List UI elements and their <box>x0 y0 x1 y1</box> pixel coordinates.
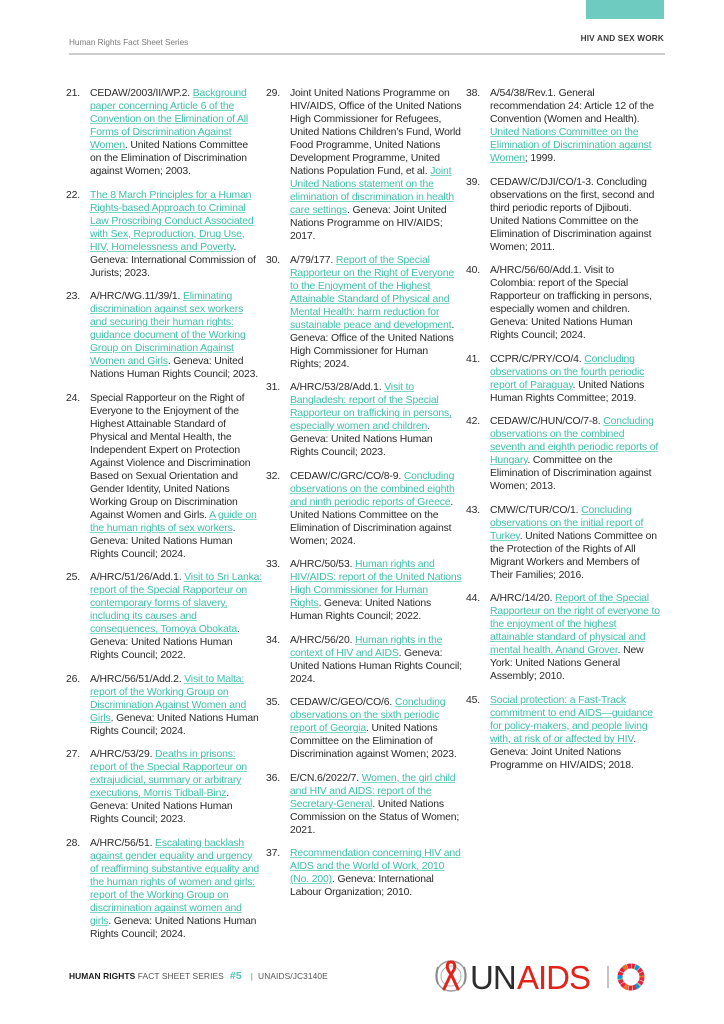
reference-citation-text: . Geneva: United Nations Human Rights Council; 2024. <box>290 647 462 685</box>
reference-citation-text: Joint United Nations Programme on HIV/AIDS, Office of the United Nations High Commissioner for Refugees, United Nations Children’s Fund, World Food Programme, United Nations Development Programme, United Nations Population Fund, et al. <box>290 88 462 177</box>
reference-citation-text: . United Nations Committee on the Protection of the Rights of All Migrant Workers and Members of Their Families; 2016. <box>490 530 657 581</box>
reference-number: 35. <box>266 697 280 708</box>
reference-citation-text: A/HRC/56/51. <box>90 837 156 849</box>
reference-number: 43. <box>466 504 480 516</box>
reference-link[interactable]: Concluding observations on the combined eighth and ninth periodic reports of Greece <box>290 470 455 508</box>
reference-text <box>290 847 462 899</box>
reference-text <box>290 87 462 243</box>
reference-item <box>266 558 462 623</box>
references-column-3 <box>466 87 662 782</box>
reference-citation-text: . United Nations Committee on the Elimination of Discrimination against Women; 2003. <box>90 140 249 177</box>
reference-link[interactable]: Concluding observations on the combined seventh and eighth periodic reports of Hungary <box>490 416 659 466</box>
reference-link[interactable]: The 8 March Principles for a Human Rights-based Approach to Criminal Law Proscribing Conduct Associated with Sex, Reproduction, Drug Use, HIV, Homelessness and Poverty <box>90 189 254 253</box>
reference-text <box>90 673 262 738</box>
reference-number: 21. <box>66 88 80 99</box>
reference-link[interactable]: Deaths in prisons: report of the Special Rapporteur on extrajudicial, summary or arbitrary executions, Morris Tidball-Binz <box>90 749 248 799</box>
reference-number: 44. <box>466 593 480 604</box>
reference-text <box>290 696 462 761</box>
reference-link[interactable]: Background paper concerning Article 6 of the Convention on the Elimination of All Forms of Discrimination Against Women <box>90 88 249 151</box>
reference-number: 30. <box>266 254 280 266</box>
reference-item <box>266 634 462 686</box>
reference-number: 33. <box>266 559 280 570</box>
reference-citation-text: . United Nations Human Rights Committee; 2019. <box>490 379 645 404</box>
reference-number: 22. <box>66 189 80 201</box>
reference-link[interactable]: Report of the Special Rapporteur on the right of everyone to the enjoyment of the highest attainable standard of physical and mental health, Anand Grover <box>490 593 660 656</box>
reference-citation-text: CCPR/C/PRY/CO/4. <box>490 353 585 365</box>
reference-citation-text: CEDAW/C/GEO/CO/6. <box>290 697 395 708</box>
reference-text <box>490 694 662 772</box>
reference-citation-text: A/54/38/Rev.1. General recommendation 24: Article 12 of the Convention (Women and Health). <box>490 88 654 125</box>
reference-number: 24. <box>66 392 80 404</box>
reference-number: 41. <box>466 353 480 365</box>
footer-separator: | <box>250 971 254 981</box>
reference-item <box>66 290 262 381</box>
reference-link[interactable]: Recommendation concerning HIV and AIDS and the World of Work, 2010 (No. 200) <box>290 848 461 885</box>
reference-text <box>490 592 662 683</box>
reference-text <box>90 571 262 662</box>
section-color-tab <box>586 0 664 19</box>
reference-citation-text: A/HRC/56/20. <box>290 634 356 646</box>
reference-citation-text: . Geneva: Joint United Nations Programme on HIV/AIDS; 2018. <box>490 733 636 771</box>
reference-item <box>466 87 662 165</box>
reference-citation-text: A/HRC/56/60/Add.1. Visit to Colombia: report of the Special Rapporteur on trafficking in persons, especially women and children. Geneva: United Nations Human Rights Council; 2024. <box>490 265 652 341</box>
reference-citation-text: . Geneva: International Commission of Jurists; 2023. <box>90 241 256 279</box>
reference-item <box>66 673 262 738</box>
reference-number: 31. <box>266 382 280 393</box>
reference-link[interactable]: Women, the girl child and HIV and AIDS: report of the Secretary-General <box>290 772 456 810</box>
reference-item <box>266 847 462 899</box>
reference-text <box>490 264 662 342</box>
reference-text <box>490 176 662 254</box>
reference-citation-text: . United Nations Committee on the Elimination of Discrimination against Women; 2024. <box>290 496 454 547</box>
reference-citation-text: CEDAW/2003/II/WP.2. <box>90 88 193 99</box>
reference-number: 25. <box>66 572 80 583</box>
reference-link[interactable]: A guide on the human rights of sex workers <box>90 509 257 534</box>
reference-link[interactable]: Concluding observations on the initial report of Turkey <box>490 504 644 542</box>
reference-text <box>290 558 462 623</box>
topic-title: HIV AND SEX WORK <box>580 34 664 43</box>
reference-link[interactable]: Joint United Nations statement on the elimination of discrimination in health care settings <box>290 166 454 216</box>
reference-text <box>290 772 462 837</box>
footer-document-code: UNAIDS/JC3140E <box>258 971 328 981</box>
reference-citation-text: . Geneva: International Labour Organization; 2010. <box>290 874 434 898</box>
reference-item <box>266 87 462 243</box>
footer-series-bold: HUMAN RIGHTS <box>69 971 136 981</box>
reference-citation-text: A/HRC/53/28/Add.1. <box>290 382 385 393</box>
reference-number: 39. <box>466 176 480 188</box>
reference-link[interactable]: United Nations Committee on the Elimination of Discrimination against Women <box>490 127 652 164</box>
reference-number: 37. <box>266 848 280 859</box>
reference-text <box>290 634 462 686</box>
reference-number: 40. <box>466 265 480 276</box>
reference-item <box>66 571 262 662</box>
reference-item <box>266 470 462 548</box>
reference-number: 45. <box>466 694 480 706</box>
reference-link[interactable]: Social protection: a Fast-Track commitment to end AIDS—guidance for policy-makers, and people living with, at risk of or affected by HIV <box>490 694 653 745</box>
reference-text <box>90 290 262 381</box>
reference-citation-text: . Geneva: United Nations Human Rights Council; 2024. <box>90 712 259 737</box>
reference-link[interactable]: Concluding observations on the fourth periodic report of Paraguay <box>490 353 645 391</box>
reference-citation-text: A/79/177. <box>290 254 336 266</box>
reference-citation-text: CEDAW/C/HUN/CO/7-8. <box>490 416 604 427</box>
header-divider <box>69 53 665 55</box>
reference-text <box>90 748 262 826</box>
reference-citation-text: . Geneva: United Nations Human Rights Council; 2024. <box>90 915 257 940</box>
reference-number: 27. <box>66 749 80 760</box>
reference-citation-text: A/HRC/53/29. <box>90 749 156 760</box>
footer-issue-number: #5 <box>229 970 242 982</box>
reference-item <box>466 353 662 405</box>
reference-text <box>490 87 662 165</box>
reference-citation-text: . Geneva: Joint United Nations Programme on HIV/AIDS; 2017. <box>290 205 447 242</box>
reference-number: 36. <box>266 772 280 784</box>
reference-item <box>266 381 462 459</box>
reference-citation-text: CEDAW/C/DJI/CO/1-3. Concluding observations on the first, second and third periodic reports of Djibouti. United Nations Committee on the Elimination of Discrimination against Women; 2011. <box>490 176 655 253</box>
reference-number: 26. <box>66 673 80 685</box>
series-title: Human Rights Fact Sheet Series <box>69 38 189 47</box>
reference-item <box>66 748 262 826</box>
reference-text <box>90 392 262 561</box>
reference-citation-text: CEDAW/C/GRC/CO/8-9. <box>290 470 404 482</box>
reference-item <box>466 592 662 683</box>
reference-number: 42. <box>466 416 480 427</box>
reference-link[interactable]: Visit to Sri Lanka: report of the Special Rapporteur on contemporary forms of slavery, including its causes and consequences, Tomoya Obokata <box>90 572 263 635</box>
unaids-logo <box>432 956 662 996</box>
reference-citation-text: . Geneva: Office of the United Nations High Commissioner for Human Rights; 2024. <box>290 319 455 370</box>
reference-item <box>66 87 262 178</box>
reference-citation-text: . New York: United Nations General Assembly; 2010. <box>490 645 644 682</box>
reference-item <box>466 694 662 772</box>
reference-item <box>466 415 662 493</box>
reference-item <box>66 189 262 280</box>
reference-text <box>90 837 262 941</box>
reference-item <box>466 176 662 254</box>
reference-text <box>490 415 662 493</box>
reference-item <box>266 772 462 837</box>
reference-link[interactable]: Visit to Bangladesh: report of the Special Rapporteur on trafficking in persons, especially women and children <box>290 382 452 432</box>
reference-number: 29. <box>266 88 280 99</box>
reference-citation-text: A/HRC/50/53. <box>290 559 356 570</box>
reference-text <box>290 381 462 459</box>
reference-number: 32. <box>266 470 280 482</box>
reference-text <box>490 353 662 405</box>
reference-citation-text: . Geneva: United Nations Human Rights Council; 2024. <box>90 522 236 560</box>
references-column-2 <box>266 87 462 910</box>
reference-citation-text: . Geneva: United Nations Human Rights Council; 2023. <box>290 421 433 458</box>
reference-citation-text: ; 1999. <box>524 153 556 164</box>
reference-item <box>66 392 262 561</box>
reference-text <box>290 254 462 371</box>
sdg-wheel-icon <box>620 966 642 988</box>
reference-link[interactable]: Concluding observations on the sixth periodic report of Georgia <box>290 697 446 734</box>
reference-item <box>66 837 262 941</box>
reference-item <box>466 504 662 582</box>
reference-text <box>90 87 262 178</box>
logo-aids-text: AIDS <box>517 959 591 996</box>
reference-number: 38. <box>466 88 480 99</box>
reference-text <box>490 504 662 582</box>
reference-number: 28. <box>66 837 80 849</box>
reference-citation-text: A/HRC/51/26/Add.1. <box>90 572 185 583</box>
reference-citation-text: . Geneva: United Nations Human Rights Council; 2023. <box>90 356 259 380</box>
reference-link[interactable]: Human rights in the context of HIV and AIDS <box>290 634 443 659</box>
reference-link[interactable]: Visit to Malta: report of the Working Group on Discrimination Against Women and Girls <box>90 673 247 724</box>
references-column-1 <box>66 87 262 951</box>
reference-citation-text: A/HRC/56/51/Add.2. <box>90 673 185 685</box>
reference-citation-text: A/HRC/WG.11/39/1. <box>90 291 183 302</box>
reference-citation-text: . United Nations Commission on the Status of Women; 2021. <box>290 798 460 836</box>
reference-link[interactable]: Escalating backlash against gender equality and urgency of reaffirming substantive equality and the human rights of women and girls: report of the Working Group on discrimination against women and girls <box>90 837 259 927</box>
reference-citation-text: . Committee on the Elimination of Discrimination against Women; 2013. <box>490 455 652 492</box>
logo-un-text: UN <box>470 959 516 996</box>
reference-item <box>466 264 662 342</box>
reference-number: 34. <box>266 634 280 646</box>
reference-item <box>266 696 462 761</box>
reference-link[interactable]: Human rights and HIV/AIDS: report of the United Nations High Commissioner for Human Rights <box>290 559 462 609</box>
reference-text <box>90 189 262 280</box>
reference-number: 23. <box>66 291 80 302</box>
reference-citation-text: Special Rapporteur on the Right of Everyone to the Enjoyment of the Highest Attainable Standard of Physical and Mental Health, the Independent Expert on Protection Against Violence and Discrimination Based on Sexual Orientation and Gender Identity, United Nations Working Group on Discrimination Against Women and Girls. <box>90 392 251 521</box>
reference-link[interactable]: Report of the Special Rapporteur on the Right of Everyone to the Enjoyment of the Highest Attainable Standard of Physical and Mental Health: harm reduction for sustainable peace and development <box>290 254 454 331</box>
footer-series-rest: FACT SHEET SERIES <box>135 971 224 981</box>
reference-citation-text: A/HRC/14/20. <box>490 593 556 604</box>
reference-citation-text: CMW/C/TUR/CO/1. <box>490 504 582 516</box>
reference-citation-text: E/CN.6/2022/7. <box>290 772 362 784</box>
reference-citation-text: . United Nations Committee on the Elimination of Discrimination against Women; 2023. <box>290 723 457 760</box>
reference-text <box>290 470 462 548</box>
reference-citation-text: . Geneva: United Nations Human Rights Council; 2022. <box>290 598 432 622</box>
footer-series <box>69 970 328 982</box>
reference-citation-text: . Geneva: United Nations Human Rights Council; 2023. <box>90 788 233 825</box>
reference-link[interactable]: Eliminating discrimination against sex workers and securing their human rights: guidance document of the Working Group on Discrimination Against Women and Girls <box>90 291 246 367</box>
reference-item <box>266 254 462 371</box>
reference-citation-text: . Geneva: United Nations Human Rights Council; 2022. <box>90 624 240 661</box>
